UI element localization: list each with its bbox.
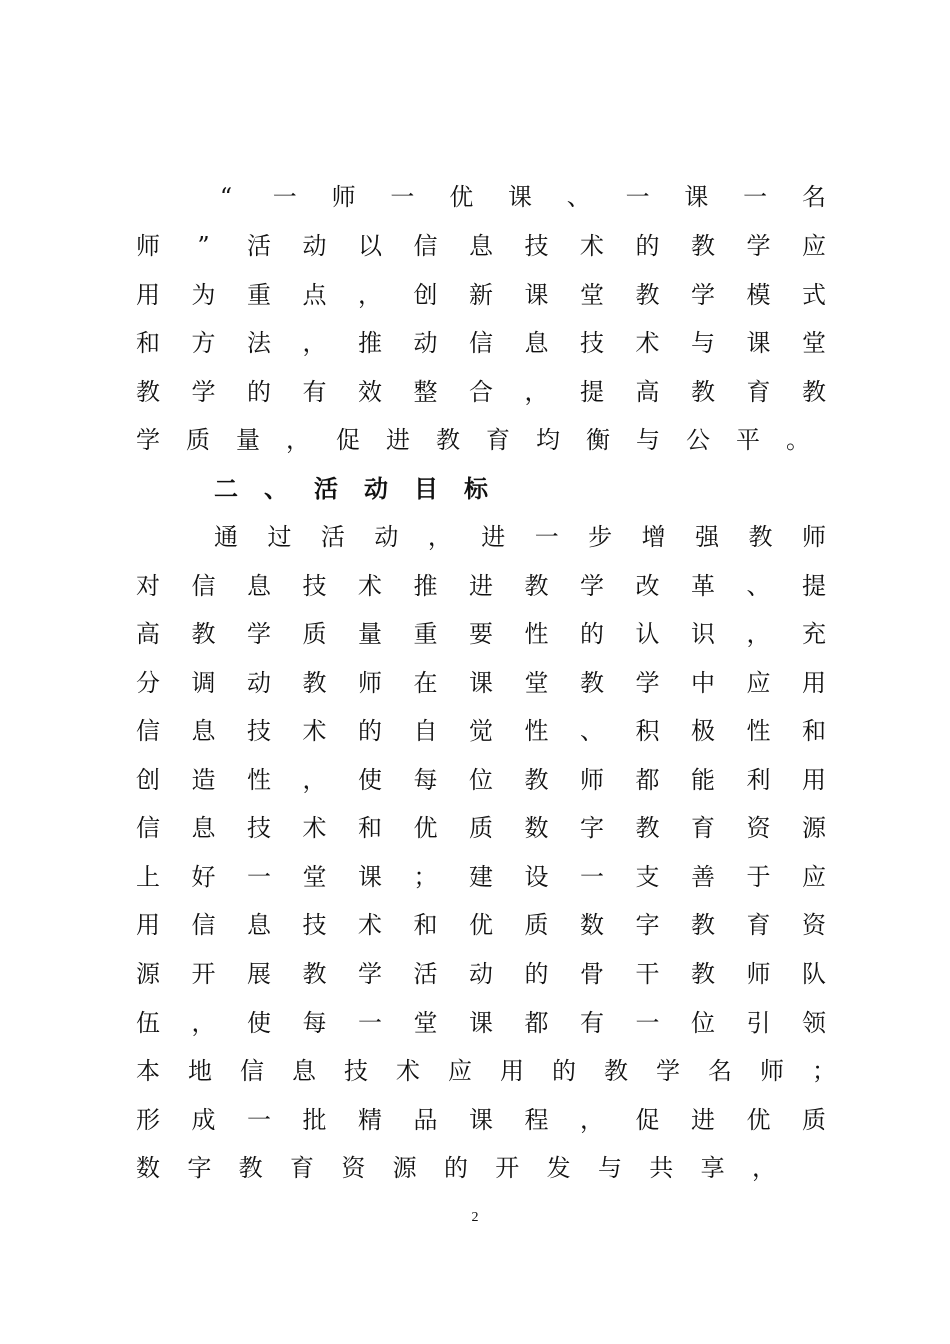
paragraph-line: 分 调 动 教 师 在 课 堂 教 学 中 应 用 <box>136 669 826 697</box>
paragraph-line: 形 成 一 批 精 品 课 程 ， 促 进 优 质 <box>136 1106 826 1134</box>
section-heading: 二 、 活 动 目 标 <box>214 475 488 503</box>
paragraph-line: 创 造 性 ， 使 每 位 教 师 都 能 利 用 <box>136 766 826 794</box>
paragraph-line: 对 信 息 技 术 推 进 教 学 改 革 、 提 <box>136 572 826 600</box>
paragraph-line: 信 息 技 术 和 优 质 数 字 教 育 资 源 <box>136 814 826 842</box>
paragraph-line: “ 一 师 一 优 课 、 一 课 一 名 <box>219 183 826 211</box>
paragraph-line: 高 教 学 质 量 重 要 性 的 认 识 ， 充 <box>136 620 826 648</box>
page-number: 2 <box>471 1210 479 1225</box>
paragraph-line: 用 为 重 点 ， 创 新 课 堂 教 学 模 式 <box>136 281 826 309</box>
paragraph-line: 师 ” 活 动 以 信 息 技 术 的 教 学 应 <box>136 232 826 260</box>
paragraph-line: 用 信 息 技 术 和 优 质 数 字 教 育 资 <box>136 911 826 939</box>
paragraph-line: 教 学 的 有 效 整 合 ， 提 高 教 育 教 <box>136 378 826 406</box>
paragraph-line: 本 地 信 息 技 术 应 用 的 教 学 名 师 ； <box>136 1057 836 1085</box>
paragraph-line: 源 开 展 教 学 活 动 的 骨 干 教 师 队 <box>136 960 826 988</box>
paragraph-line: 通 过 活 动 ， 进 一 步 增 强 教 师 <box>214 523 826 551</box>
paragraph-line: 伍 ， 使 每 一 堂 课 都 有 一 位 引 领 <box>136 1009 826 1037</box>
paragraph-line: 数 字 教 育 资 源 的 开 发 与 共 享 ， <box>136 1154 776 1182</box>
paragraph-line: 信 息 技 术 的 自 觉 性 、 积 极 性 和 <box>136 717 826 745</box>
paragraph-line: 和 方 法 ， 推 动 信 息 技 术 与 课 堂 <box>136 329 826 357</box>
paragraph-line: 上 好 一 堂 课 ； 建 设 一 支 善 于 应 <box>136 863 826 891</box>
paragraph-line: 学 质 量 ， 促 进 教 育 均 衡 与 公 平 。 <box>136 426 810 454</box>
